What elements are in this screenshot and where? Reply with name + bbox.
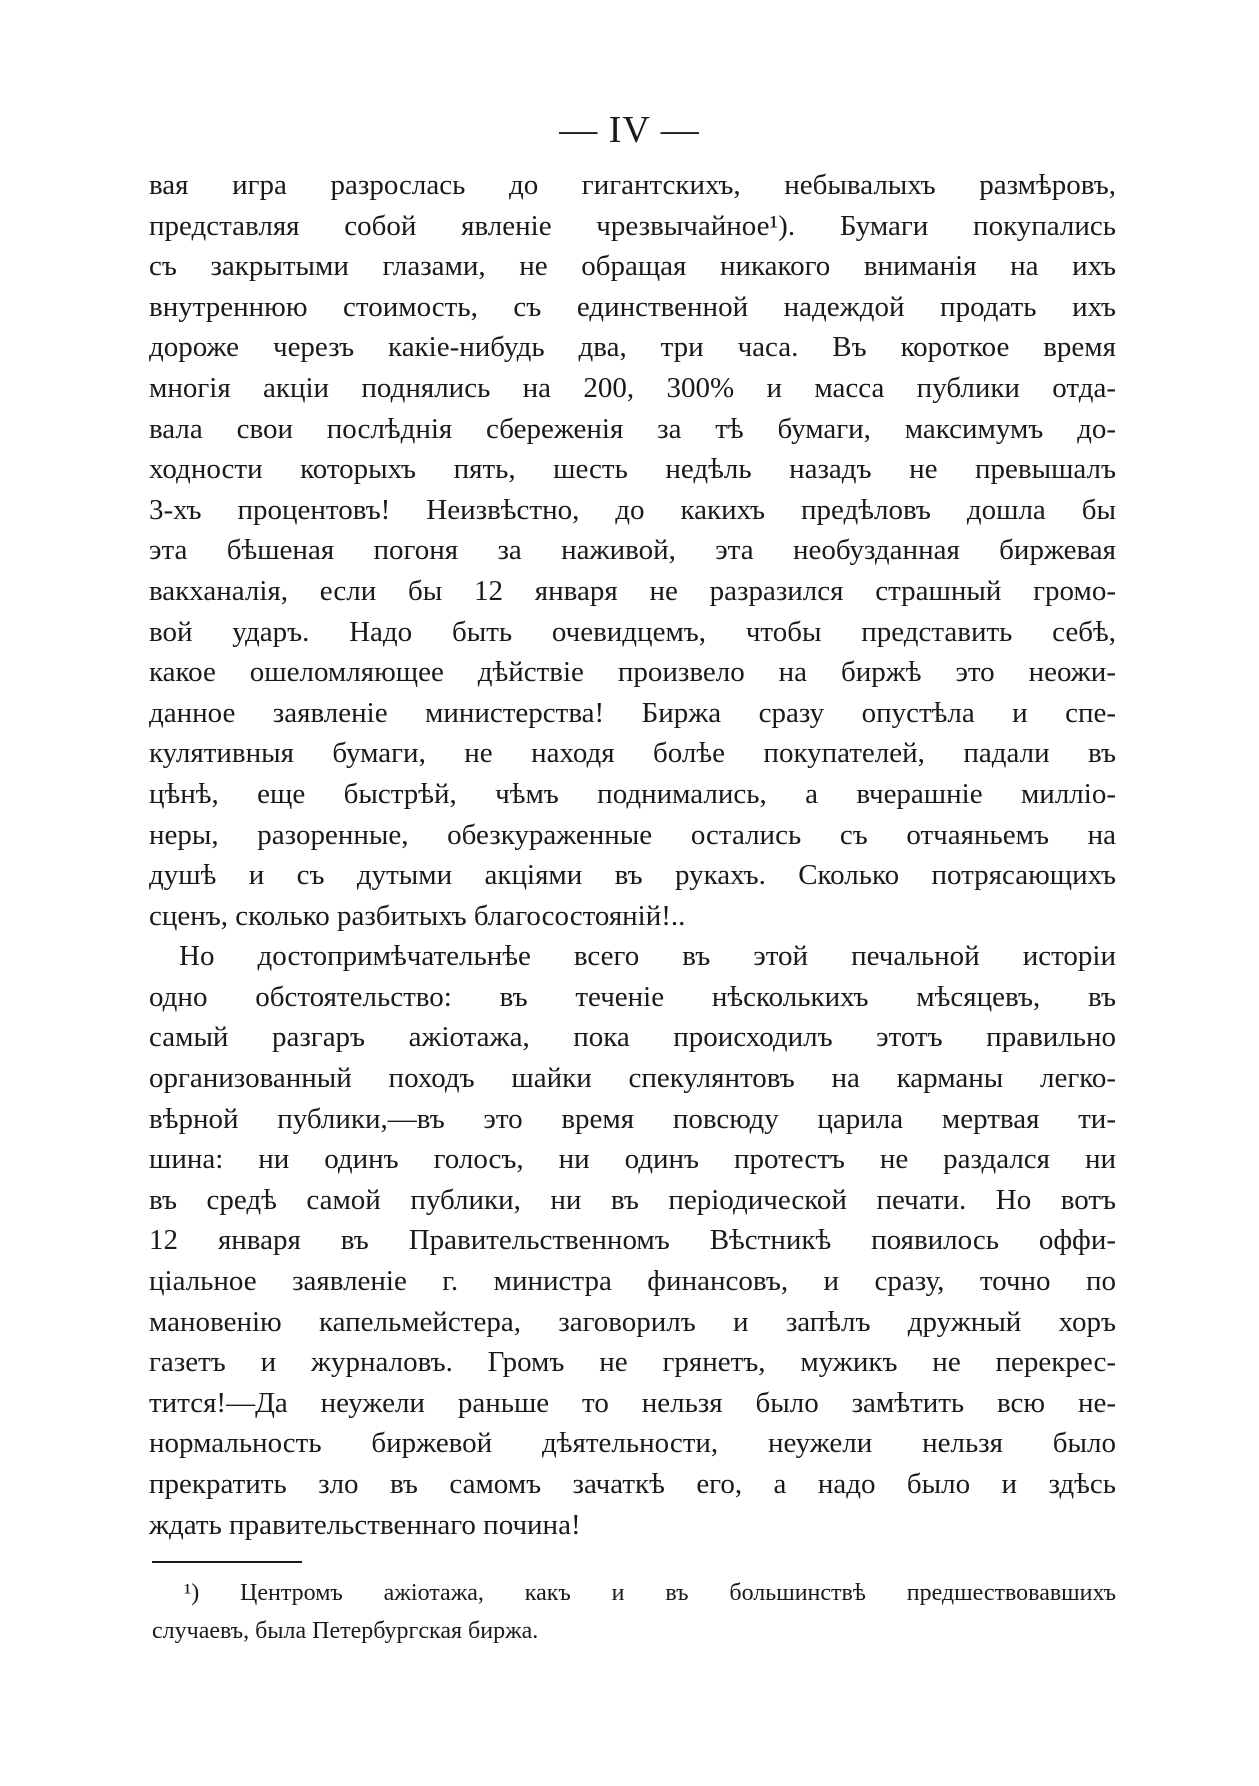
text-line: газетъ и журналовъ. Громъ не грянетъ, мужикъ не перекрес- xyxy=(149,1346,1116,1379)
text-line: неры, разоренные, обезкураженные остались съ отчаяньемъ на xyxy=(149,818,1116,851)
text-line: вѣрной публики,—въ это время повсюду царила мертвая ти- xyxy=(149,1102,1116,1135)
text-line: шина: ни одинъ голосъ, ни одинъ протестъ не раздался ни xyxy=(149,1143,1116,1176)
text-line: представляя собой явленіе чрезвычайное¹). Бумаги покупались xyxy=(149,209,1116,242)
text-line: 12 января въ Правительственномъ Вѣстникѣ появилось оффи- xyxy=(149,1224,1116,1257)
body-text xyxy=(149,165,1116,1545)
text-line: данное заявленіе министерства! Биржа сразу опустѣла и спе- xyxy=(149,696,1116,729)
footnote-line: случаевъ, была Петербургская биржа. xyxy=(152,1618,539,1644)
text-line: прекратить зло въ самомъ зачаткѣ его, а надо было и здѣсь xyxy=(149,1468,1116,1500)
text-line: тится!—Да неужели раньше то нельзя было замѣтить всю не- xyxy=(149,1386,1116,1419)
footnote-line: ¹) Центромъ ажіотажа, какъ и въ большинствѣ предшествовавшихъ xyxy=(184,1580,1116,1606)
text-line: 3-хъ процентовъ! Неизвѣстно, до какихъ предѣловъ дошла бы xyxy=(149,493,1116,526)
text-line: одно обстоятельство: въ теченіе нѣсколькихъ мѣсяцевъ, въ xyxy=(149,980,1116,1013)
text-line: въ средѣ самой публики, ни въ періодической печати. Но вотъ xyxy=(149,1183,1116,1216)
page-number: — IV — xyxy=(559,109,700,151)
text-line: вала свои послѣднія сбереженія за тѣ бумаги, максимумъ до- xyxy=(149,412,1116,445)
text-line: организованный походъ шайки спекулянтовъ на карманы легко- xyxy=(149,1062,1116,1095)
text-line: ждать правительственнаго почина! xyxy=(149,1508,581,1541)
text-line: съ закрытыми глазами, не обращая никакого вниманія на ихъ xyxy=(149,250,1116,283)
text-line: Но достопримѣчательнѣе всего въ этой печальной исторіи xyxy=(179,940,1116,973)
text-line: дороже черезъ какіе-нибудь два, три часа. Въ короткое время xyxy=(149,331,1116,364)
text-line: эта бѣшеная погоня за наживой, эта необузданная биржевая xyxy=(149,534,1116,567)
footnotes xyxy=(152,1574,1116,1650)
text-line: какое ошеломляющее дѣйствіе произвело на биржѣ это неожи- xyxy=(149,656,1116,689)
text-line: ходности которыхъ пять, шесть недѣль назадъ не превышалъ xyxy=(149,453,1116,486)
text-line: нормальность биржевой дѣятельности, неужели нельзя было xyxy=(149,1427,1116,1460)
text-line: вая игра разрослась до гигантскихъ, небывалыхъ размѣровъ, xyxy=(149,169,1116,201)
text-line: ціальное заявленіе г. министра финансовъ, и сразу, точно по xyxy=(149,1265,1116,1298)
text-line: цѣнѣ, еще быстрѣй, чѣмъ поднимались, а вчерашніе милліо- xyxy=(149,777,1116,810)
text-line: самый разгаръ ажіотажа, пока происходилъ этотъ правильно xyxy=(149,1021,1116,1054)
text-line: кулятивныя бумаги, не находя болѣе покупателей, падали въ xyxy=(149,737,1116,770)
text-line: вой ударъ. Надо быть очевидцемъ, чтобы представить себѣ, xyxy=(149,615,1116,648)
text-line: душѣ и съ дутыми акціями въ рукахъ. Сколько потрясающихъ xyxy=(149,859,1116,892)
text-line: вакханалія, если бы 12 января не разразился страшный громо- xyxy=(149,574,1116,607)
text-line: многія акціи поднялись на 200, 300% и масса публики отда- xyxy=(149,371,1116,404)
text-line: мановенію капельмейстера, заговорилъ и запѣлъ дружный хоръ xyxy=(149,1305,1116,1338)
text-line: внутреннюю стоимость, съ единственной надеждой продать ихъ xyxy=(149,290,1116,323)
footnote-divider xyxy=(152,1561,302,1563)
text-line: сценъ, сколько разбитыхъ благосостояній!.. xyxy=(149,899,686,932)
